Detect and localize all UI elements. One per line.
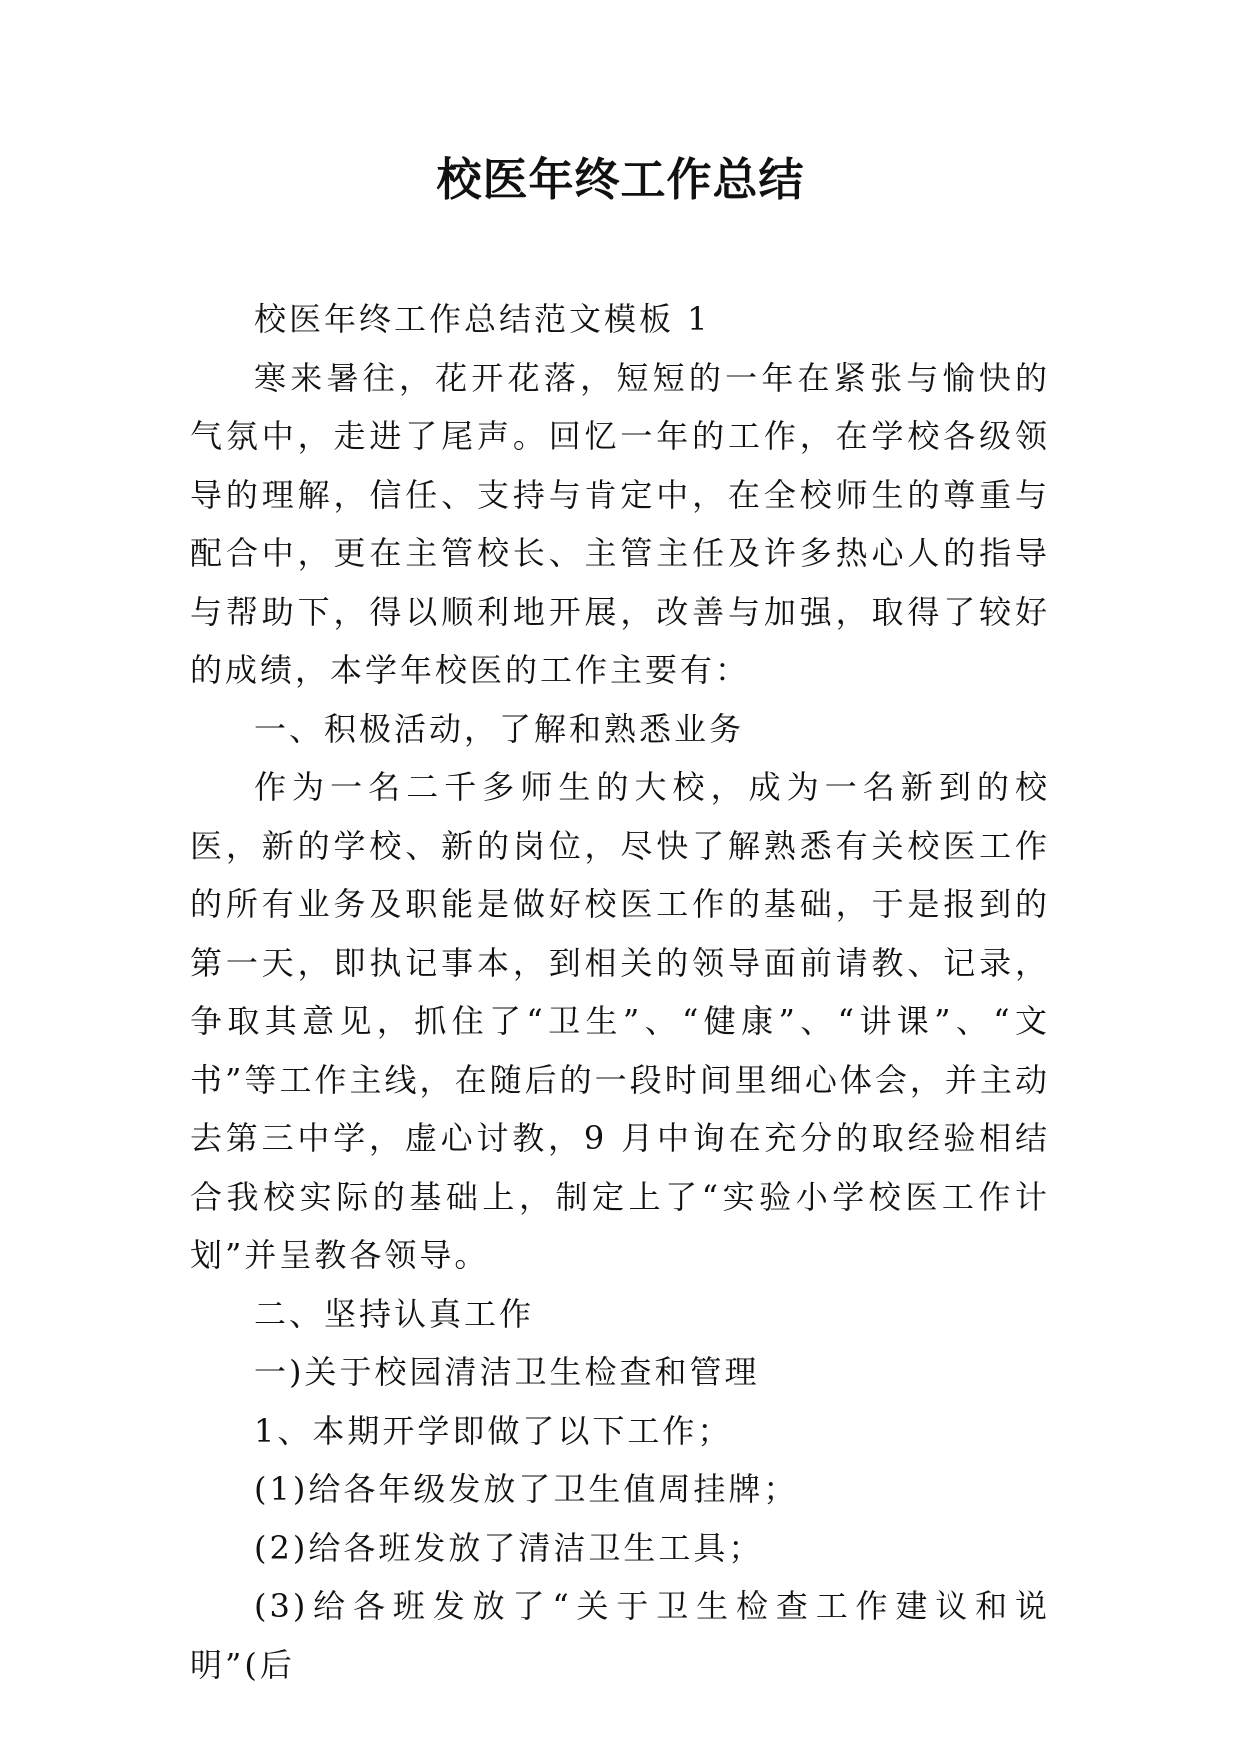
subsection-heading: 一)关于校园清洁卫生检查和管理 <box>254 1353 760 1391</box>
document-body <box>190 290 1050 1694</box>
list-item: (2)给各班发放了清洁卫生工具； <box>254 1528 764 1567</box>
paragraph: 寒来暑往，花开花落，短短的一年在紧张与愉快的气氛中，走进了尾声。回忆一年的工作，在学校各级领导的理解，信任、支持与肯定中，在全校师生的尊重与配合中，更在主管校长、主管主任及许多热心人的指导与帮助下，得以顺利地开展，改善与加强，取得了较好的成绩，本学年校医的工作主要有： <box>190 358 1050 689</box>
list-item: 1、本期开学即做了以下工作； <box>254 1411 733 1450</box>
list-item: (1)给各年级发放了卫生值周挂牌； <box>254 1470 799 1508</box>
section-heading: 二、坚持认真工作 <box>254 1294 535 1333</box>
section-heading: 一、积极活动，了解和熟悉业务 <box>254 709 745 748</box>
paragraph: 校医年终工作总结范文模板 1 <box>254 300 711 338</box>
list-item: (3)给各班发放了“关于卫生检查工作建议和说明”(后 <box>190 1587 1050 1684</box>
document-title: 校医年终工作总结 <box>436 153 805 206</box>
paragraph: 作为一名二千多师生的大校，成为一名新到的校医，新的学校、新的岗位，尽快了解熟悉有关校医工作的所有业务及职能是做好校医工作的基础，于是报到的第一天，即执记事本，到相关的领导面前请教、记录，争取其意见，抓住了“卫生”、“健康”、“讲课”、“文书”等工作主线，在随后的一段时间里细心体会，并主动去第三中学，虚心讨教，9 月中询在充分的取经验相结合我校实际的基础上，制定上了“实验小学校医工作计划”并呈教各领导。 <box>190 768 1050 1274</box>
